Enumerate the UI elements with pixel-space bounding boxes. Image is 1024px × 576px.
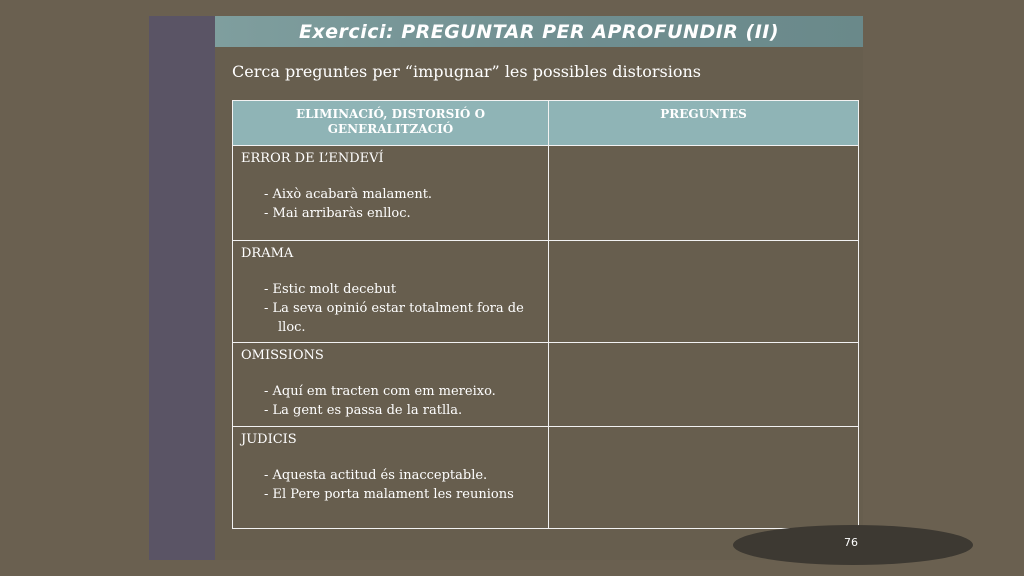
row-title: JUDICIS [241,432,297,447]
page-number: 76 [844,536,858,549]
table-header-row [233,101,859,146]
distortion-cell [233,427,549,529]
table-row [233,427,859,529]
example-item: - Aquí em tracten com em mereixo. [264,384,496,399]
example-item: - Això acabarà malament. [264,187,433,202]
questions-cell[interactable] [549,146,859,241]
example-item: - Mai arribaràs enlloc. [264,206,411,221]
example-item: - La gent es passa de la ratlla. [264,403,463,418]
questions-cell[interactable] [549,427,859,529]
table-row [233,343,859,427]
header-questions: PREGUNTES [549,101,859,146]
example-item: - El Pere porta malament les reunions [264,487,514,502]
header-distortion: ELIMINACIÓ, DISTORSIÓ O GENERALITZACIÓ [233,101,549,146]
table-row [233,146,859,241]
slide-subtitle: Cerca preguntes per “impugnar” les possibles distorsions [232,62,701,81]
distortion-cell [233,241,549,343]
row-title: ERROR DE L’ENDEVÍ [241,151,384,166]
table-row [233,241,859,343]
example-item: - La seva opinió estar totalment fora de lloc. [264,301,524,335]
distortion-cell [233,146,549,241]
left-decorative-bar [149,16,215,560]
questions-cell[interactable] [549,343,859,427]
title-bar [215,16,863,47]
exercise-table [232,100,859,529]
row-title: DRAMA [241,246,294,261]
example-item: - Aquesta actitud és inacceptable. [264,468,488,483]
distortion-cell [233,343,549,427]
example-item: - Estic molt decebut [264,282,397,297]
questions-cell[interactable] [549,241,859,343]
row-title: OMISSIONS [241,348,324,363]
slide-title: Exercici: PREGUNTAR PER APROFUNDIR (II) [298,20,780,43]
